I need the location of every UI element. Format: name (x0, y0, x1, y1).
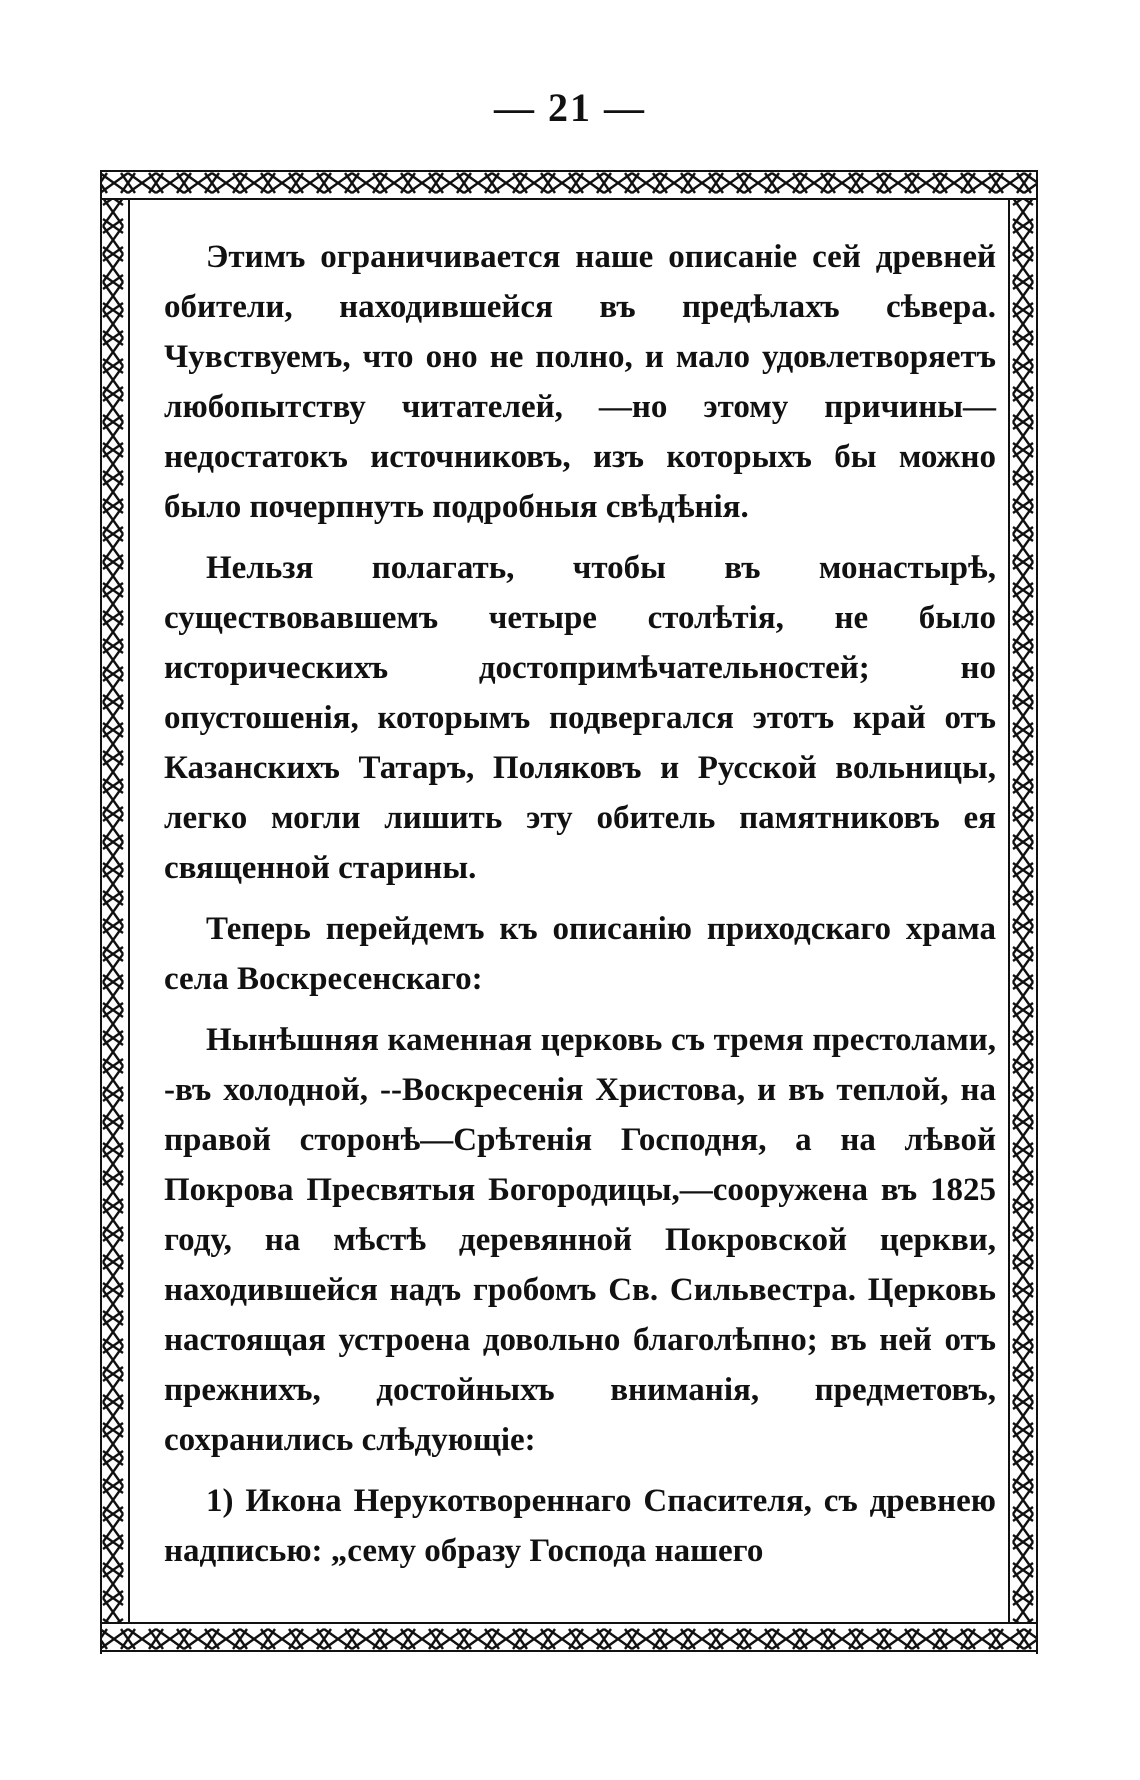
paragraph: Этимъ ограничивается наше описаніе сей древней обители, находившейся въ предѣлахъ сѣвера. Чувствуемъ, что оно не полно, и мало удовлетворяетъ любопытству читателей, —но этому причины—недостатокъ источниковъ, изъ которыхъ бы можно было почерпнуть подробныя свѣдѣнія. (164, 239, 996, 525)
paragraph: Нельзя полагать, чтобы въ монастырѣ, существовавшемъ четыре столѣтія, не было историческихъ достопримѣчательностей; но опустошенія, которымъ подвергался этотъ край отъ Казанскихъ Татаръ, Поляковъ и Русской вольницы, легко могли лишить эту обитель памятниковъ ея священной старины. (164, 550, 996, 886)
paragraph: Теперь перейдемъ къ описанію приходскаго храма села Воскресенскаго: (164, 911, 996, 997)
body-text (164, 232, 996, 1587)
page-number: — 21 — (494, 85, 646, 130)
paragraph: 1) Икона Нерукотвореннаго Спасителя, съ древнею надписью: „сему образу Господа нашего (164, 1483, 996, 1569)
ornamental-frame (100, 170, 1038, 1654)
paragraph: Нынѣшняя каменная церковь съ тремя престолами, -въ холодной, --Воскресенія Христова, и въ теплой, на правой сторонѣ—Срѣтенія Господня, а на лѣвой Покрова Пресвятыя Богородицы,—сооружена въ 1825 году, на мѣстѣ деревянной Покровской церкви, находившейся надъ гробомъ Св. Сильвестра. Церковь настоящая устроена довольно благолѣпно; въ ней отъ прежнихъ, достойныхъ вниманія, предметовъ, сохранились слѣдующіе: (164, 1022, 996, 1458)
